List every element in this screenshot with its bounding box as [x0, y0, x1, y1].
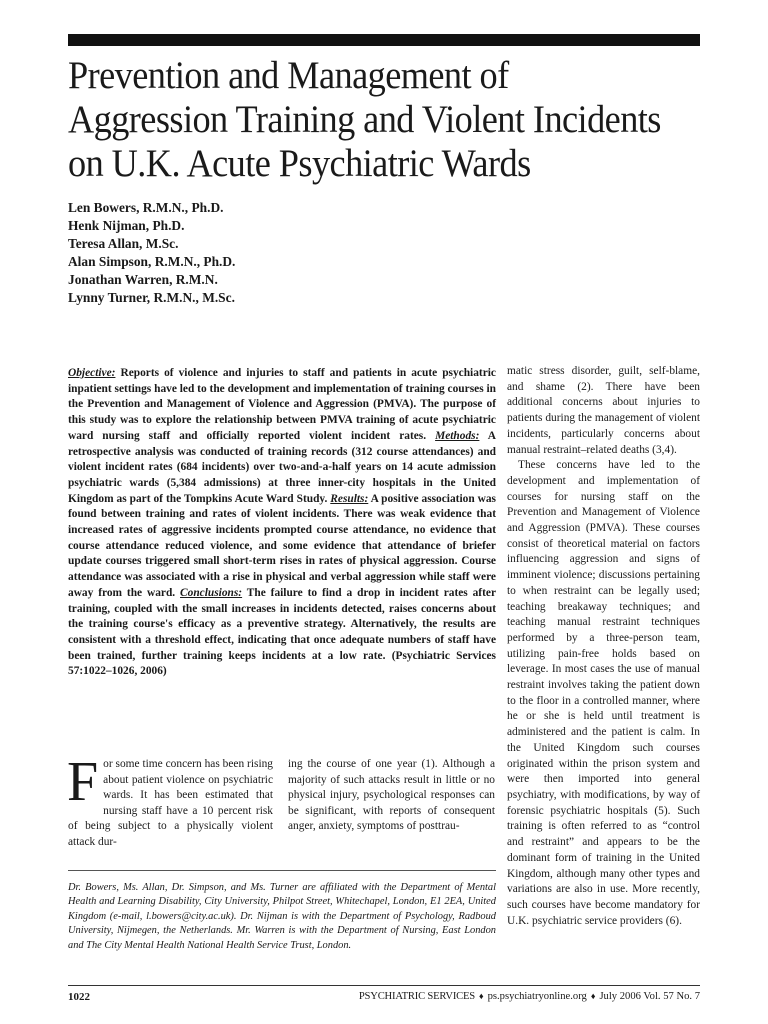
body-column-left	[67, 751, 273, 851]
title-line-3: on U.K. Acute Psychiatric Wards	[68, 142, 531, 185]
title-line-1: Prevention and Management of	[68, 54, 509, 97]
methods-heading: Methods:	[435, 429, 480, 442]
author: Jonathan Warren, R.M.N.	[68, 272, 218, 287]
objective-heading: Objective:	[68, 367, 116, 379]
results-text: A positive association was found between training and rates of violent incidents. There was weak evidence that increased rates of aggressive incidents prompted course attendance, no evidence that course attendance reduced violence, and some evidence that attendance of briefer update courses triggered small short-term rises in rates of physical aggression. Course attendance was associated with a rise in physical and verbal aggression while staff were away from the ward.	[68, 492, 496, 599]
body-paragraph: These concerns have led to the development and implementation of courses for nursing staff on the Prevention and Management of Violence and Aggression (PMVA). These courses consist of theoretical material on factors influencing aggression and signs of imminent violence; discussions pertaining to when restraint can be legally used; teaching breakaway techniques; and teaching manual restraint techniques performed by a three-person team, utilizing pain-free holds based on leverage. In most cases the use of manual restraint involves taking the patient down to the floor in a controlled manner, where he or she is held until treatment is administered and the patient is calm. In the United Kingdom such courses originated within the prison system and were then imported into general psychiatry, with modifications, by way of forensic psychiatric hospitals (5). Such training is often referred to as “control and restraint” and appears to be the dominant form of training in the United Kingdom, although many other types and variations are also in use. More recently, such courses have become mandatory for U.K. psychiatric service providers (6).	[507, 459, 700, 927]
footnote-rule	[68, 870, 496, 871]
author: Alan Simpson, R.M.N., Ph.D.	[68, 254, 236, 269]
drop-cap: F	[67, 751, 99, 813]
running-footer	[359, 991, 700, 1002]
body-column-right	[507, 364, 700, 929]
article-title	[68, 54, 663, 186]
body-column-middle	[288, 757, 495, 835]
author: Henk Nijman, Ph.D.	[68, 218, 185, 233]
conclusions-heading: Conclusions:	[180, 586, 243, 599]
top-rule	[68, 34, 700, 46]
results-heading: Results:	[330, 492, 369, 505]
objective-text: Reports of violence and injuries to staff and patients in acute psychiatric inpatient settings have led to the development and implementation of training courses in the Prevention and Management of Violence and Aggression (PMVA). The purpose of this study was to explore the relationship between PMVA training of acute psychiatric ward nursing staff and officially reported violent incident rates.	[68, 367, 496, 442]
issue-info: July 2006 Vol. 57 No. 7	[599, 991, 700, 1002]
title-line-2: Aggression Training and Violent Incidents	[68, 98, 661, 141]
journal-website: ps.psychiatryonline.org	[487, 991, 587, 1002]
conclusions-text: The failure to find a drop in incident rates after training, coupled with the small increases in incidents detected, raises concerns about the training course's efficacy as a preventive strategy. Alternatively, the results are consistent with a threshold effect, indicating that once adequate numbers of staff have been trained, further training keeps incidents at a low rate.	[68, 586, 497, 662]
author: Teresa Allan, M.Sc.	[68, 236, 179, 251]
methods-text: A retrospective analysis was conducted of training records (312 course attendances) and violent incident rates (684 incidents) over two-and-a-half years on 14 acute admission psychiatric wards (5,384 admissions) at three inner-city hospitals in the United Kingdom as part of the Tompkins Acute Ward Study.	[68, 429, 496, 505]
author-list	[68, 199, 235, 307]
journal-name: PSYCHIATRIC SERVICES	[358, 991, 475, 1002]
affiliation-footnote: Dr. Bowers, Ms. Allan, Dr. Simpson, and Ms. Turner are affiliated with the Department of Mental Health and Learning Disability, City University, Philpot Street, Whitechapel, London, E1 2EA, United Kingdom (e-mail, l.bowers@city.ac.uk). Dr. Nijman is with the Department of Psychology, Radboud University, Nijmegen, the Netherlands. Mr. Warren is with the Department of Nursing, East London and The City Mental Health National Health Service Trust, London.	[68, 882, 496, 951]
body-paragraph	[67, 751, 273, 851]
abstract	[68, 366, 496, 680]
page-number: 1022	[68, 991, 90, 1003]
diamond-icon: ♦	[478, 991, 484, 1001]
author: Len Bowers, R.M.N., Ph.D.	[68, 200, 224, 215]
author: Lynny Turner, R.M.N., M.Sc.	[68, 290, 235, 305]
abstract-citation: (Psychiatric Services 57:1022–1026, 2006)	[68, 649, 496, 678]
body-paragraph: ing the course of one year (1). Although a majority of such attacks result in little or no physical injury, psychological responses can be significant, with reports of consequent anger, anxiety, symptoms of posttrau-	[288, 758, 495, 833]
body-text: or some time concern has been rising about patient violence on psychiatric wards. It has been estimated that nursing staff have a 10 percent risk of being subject to a physically violent attack dur-	[68, 758, 273, 848]
diamond-icon: ♦	[590, 991, 596, 1001]
body-paragraph: matic stress disorder, guilt, self-blame, and shame (2). There have been additional concerns about injuries to patients during the management of violent incidents, particularly concerns about manual restraint–related deaths (3,4).	[507, 365, 700, 456]
footer-rule	[68, 985, 700, 986]
